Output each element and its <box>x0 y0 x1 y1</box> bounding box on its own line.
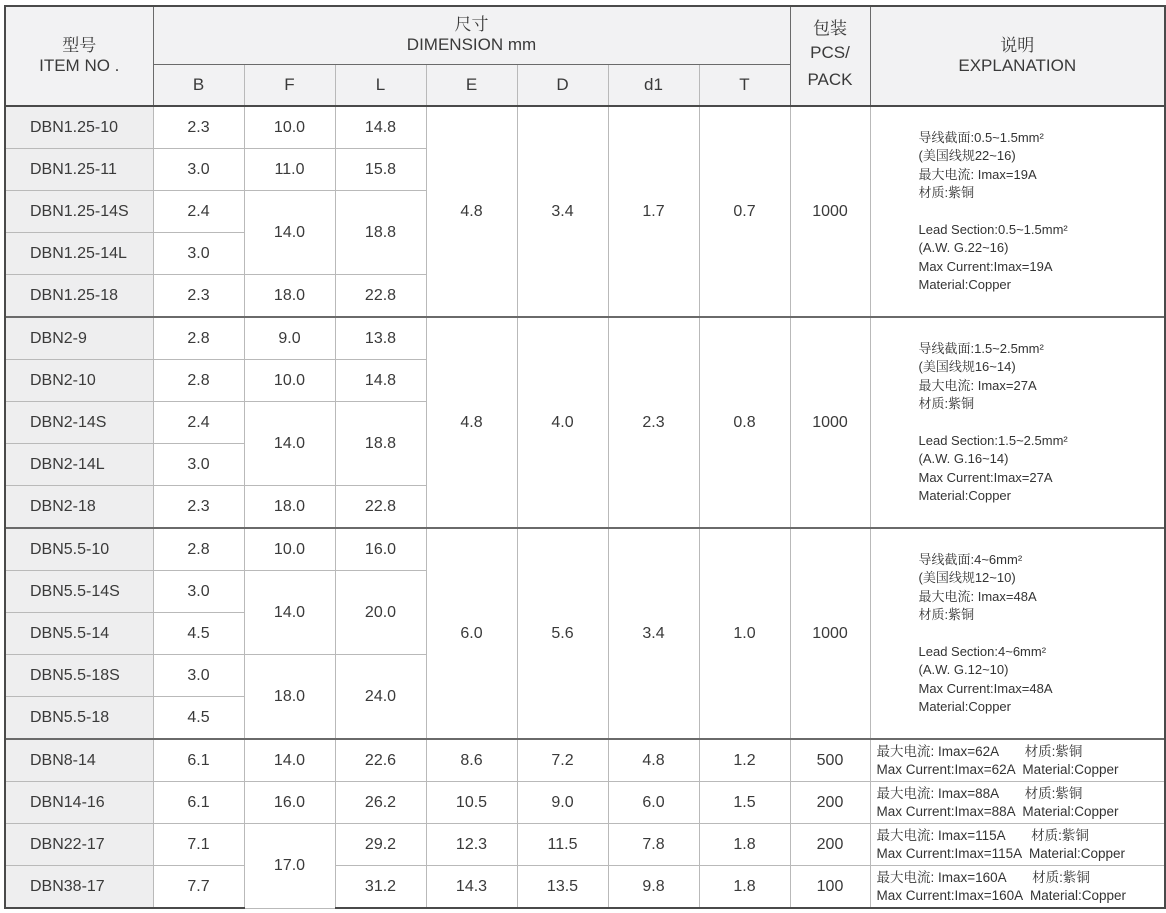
l-cell: 22.6 <box>335 739 426 782</box>
table-row <box>5 739 1165 782</box>
d-cell: 13.5 <box>517 866 608 909</box>
t-cell: 0.8 <box>699 317 790 528</box>
expl-line: Material:Copper <box>918 699 1011 714</box>
header-expl-zh: 说明 <box>1000 36 1035 55</box>
item-cell: DBN5.5-10 <box>5 528 153 571</box>
f-cell: 14.0 <box>244 571 335 655</box>
e-cell: 4.8 <box>426 317 517 528</box>
expl-gap <box>919 414 1165 432</box>
l-cell: 18.8 <box>335 402 426 486</box>
b-cell: 3.0 <box>153 655 244 697</box>
expl-line: Material:Copper <box>918 277 1011 292</box>
e-cell: 14.3 <box>426 866 517 909</box>
pack-cell: 500 <box>790 739 870 782</box>
d-cell: 4.0 <box>517 317 608 528</box>
l-cell: 29.2 <box>335 824 426 866</box>
header-dimension-zh: 尺寸 <box>454 15 489 35</box>
b-cell: 6.1 <box>153 782 244 824</box>
expl-line: 最大电流: Imax=62A 材质:紫铜 <box>876 743 1083 759</box>
item-cell: DBN14-16 <box>5 782 153 824</box>
l-cell: 31.2 <box>335 866 426 909</box>
d-cell: 3.4 <box>517 106 608 317</box>
d1-cell: 2.3 <box>608 317 699 528</box>
expl-line: 导线截面:1.5~2.5mm² <box>918 340 1044 356</box>
expl-line: (A.W. G.16~14) <box>918 451 1009 466</box>
header-dim-T: T <box>699 64 790 106</box>
header-dim-E: E <box>426 64 517 106</box>
d1-cell: 1.7 <box>608 106 699 317</box>
b-cell: 4.5 <box>153 613 244 655</box>
f-cell: 18.0 <box>244 486 335 529</box>
expl-line: Material:Copper <box>918 488 1011 503</box>
header-pack-en1: PCS/ <box>810 43 850 62</box>
header-dim-D: D <box>517 64 608 106</box>
explanation-cell <box>870 106 1165 317</box>
expl-line: (美国线规22~16) <box>918 148 1016 163</box>
header-item-no <box>5 6 153 106</box>
expl-line: 材质:紫铜 <box>918 185 975 200</box>
b-cell: 3.0 <box>153 149 244 191</box>
l-cell: 26.2 <box>335 782 426 824</box>
table-row <box>5 866 1165 909</box>
header-dim-B: B <box>153 64 244 106</box>
pack-cell: 1000 <box>790 317 870 528</box>
b-cell: 6.1 <box>153 739 244 782</box>
header-pack <box>790 6 870 106</box>
expl-line: Max Current:Imax=88A Material:Copper <box>876 803 1119 819</box>
item-cell: DBN2-14S <box>5 402 153 444</box>
header-dim-F: F <box>244 64 335 106</box>
f-cell: 14.0 <box>244 739 335 782</box>
b-cell: 2.8 <box>153 528 244 571</box>
t-cell: 1.0 <box>699 528 790 739</box>
expl-line: Max Current:Imax=48A <box>918 680 1053 696</box>
expl-line: 导线截面:0.5~1.5mm² <box>918 129 1044 145</box>
l-cell: 20.0 <box>335 571 426 655</box>
e-cell: 10.5 <box>426 782 517 824</box>
table-row <box>5 782 1165 824</box>
expl-line: Max Current:Imax=27A <box>918 469 1053 485</box>
l-cell: 14.8 <box>335 106 426 149</box>
explanation-cell <box>870 528 1165 739</box>
e-cell: 12.3 <box>426 824 517 866</box>
expl-line: 最大电流: Imax=160A 材质:紫铜 <box>876 869 1090 885</box>
header-dim-L: L <box>335 64 426 106</box>
t-cell: 1.2 <box>699 739 790 782</box>
d1-cell: 4.8 <box>608 739 699 782</box>
l-cell: 22.8 <box>335 486 426 529</box>
item-cell: DBN1.25-14L <box>5 233 153 275</box>
f-cell: 10.0 <box>244 528 335 571</box>
item-cell: DBN5.5-14 <box>5 613 153 655</box>
item-cell: DBN5.5-18S <box>5 655 153 697</box>
item-cell: DBN1.25-14S <box>5 191 153 233</box>
b-cell: 2.8 <box>153 360 244 402</box>
spec-table-wrapper <box>4 5 1166 909</box>
item-cell: DBN2-18 <box>5 486 153 529</box>
header-explanation <box>870 6 1165 106</box>
f-cell: 10.0 <box>244 106 335 149</box>
header-dimension <box>153 6 790 64</box>
f-cell: 14.0 <box>244 402 335 486</box>
l-cell: 24.0 <box>335 655 426 740</box>
expl-line: Lead Section:4~6mm² <box>918 643 1047 659</box>
f-cell: 17.0 <box>244 824 335 909</box>
l-cell: 18.8 <box>335 191 426 275</box>
table-row <box>5 824 1165 866</box>
item-cell: DBN2-10 <box>5 360 153 402</box>
item-cell: DBN8-14 <box>5 739 153 782</box>
t-cell: 1.8 <box>699 824 790 866</box>
pack-cell: 1000 <box>790 106 870 317</box>
b-cell: 3.0 <box>153 233 244 275</box>
f-cell: 10.0 <box>244 360 335 402</box>
expl-line: 材质:紫铜 <box>918 607 975 622</box>
header-dimension-en: DIMENSION mm <box>406 35 537 55</box>
expl-line: (美国线规12~10) <box>918 570 1016 585</box>
item-cell: DBN5.5-18 <box>5 697 153 740</box>
t-cell: 0.7 <box>699 106 790 317</box>
d1-cell: 3.4 <box>608 528 699 739</box>
b-cell: 2.3 <box>153 486 244 529</box>
d-cell: 9.0 <box>517 782 608 824</box>
expl-line: (美国线规16~14) <box>918 359 1016 374</box>
spec-table <box>4 5 1166 909</box>
d1-cell: 9.8 <box>608 866 699 909</box>
item-cell: DBN2-9 <box>5 317 153 360</box>
b-cell: 3.0 <box>153 571 244 613</box>
f-cell: 18.0 <box>244 655 335 740</box>
expl-line: Max Current:Imax=115A Material:Copper <box>876 845 1125 861</box>
header-expl-en: EXPLANATION <box>958 56 1077 75</box>
pack-cell: 1000 <box>790 528 870 739</box>
pack-cell: 100 <box>790 866 870 909</box>
expl-line: (A.W. G.22~16) <box>918 240 1009 255</box>
d1-cell: 7.8 <box>608 824 699 866</box>
expl-gap <box>919 203 1165 221</box>
header-item-zh: 型号 <box>62 36 97 55</box>
item-cell: DBN1.25-18 <box>5 275 153 318</box>
expl-line: Max Current:Imax=62A Material:Copper <box>876 761 1119 777</box>
expl-line: Lead Section:1.5~2.5mm² <box>918 432 1068 448</box>
l-cell: 14.8 <box>335 360 426 402</box>
b-cell: 2.3 <box>153 275 244 318</box>
expl-line: Lead Section:0.5~1.5mm² <box>918 221 1068 237</box>
explanation-cell <box>870 866 1165 909</box>
e-cell: 4.8 <box>426 106 517 317</box>
b-cell: 2.4 <box>153 402 244 444</box>
table-row <box>5 106 1165 149</box>
item-cell: DBN2-14L <box>5 444 153 486</box>
b-cell: 4.5 <box>153 697 244 740</box>
item-cell: DBN22-17 <box>5 824 153 866</box>
d1-cell: 6.0 <box>608 782 699 824</box>
e-cell: 8.6 <box>426 739 517 782</box>
pack-cell: 200 <box>790 782 870 824</box>
l-cell: 22.8 <box>335 275 426 318</box>
pack-cell: 200 <box>790 824 870 866</box>
f-cell: 14.0 <box>244 191 335 275</box>
f-cell: 9.0 <box>244 317 335 360</box>
item-cell: DBN5.5-14S <box>5 571 153 613</box>
t-cell: 1.8 <box>699 866 790 909</box>
table-row <box>5 317 1165 360</box>
header-dim-d1: d1 <box>608 64 699 106</box>
explanation-cell <box>870 782 1165 824</box>
b-cell: 7.7 <box>153 866 244 909</box>
header-item-en: ITEM NO . <box>39 56 120 75</box>
expl-line: 最大电流: Imax=48A <box>918 588 1037 604</box>
f-cell: 18.0 <box>244 275 335 318</box>
expl-line: 最大电流: Imax=115A 材质:紫铜 <box>876 827 1089 843</box>
explanation-cell <box>870 824 1165 866</box>
d-cell: 11.5 <box>517 824 608 866</box>
expl-line: 材质:紫铜 <box>918 396 975 411</box>
f-cell: 16.0 <box>244 782 335 824</box>
header-pack-zh: 包装 <box>813 19 847 38</box>
expl-line: Max Current:Imax=19A <box>918 258 1053 274</box>
l-cell: 16.0 <box>335 528 426 571</box>
explanation-cell <box>870 739 1165 782</box>
expl-gap <box>919 625 1165 643</box>
item-cell: DBN1.25-11 <box>5 149 153 191</box>
d-cell: 7.2 <box>517 739 608 782</box>
b-cell: 2.4 <box>153 191 244 233</box>
t-cell: 1.5 <box>699 782 790 824</box>
header-pack-en2: PACK <box>807 70 853 89</box>
e-cell: 6.0 <box>426 528 517 739</box>
l-cell: 13.8 <box>335 317 426 360</box>
expl-line: 导线截面:4~6mm² <box>918 551 1023 567</box>
b-cell: 2.8 <box>153 317 244 360</box>
d-cell: 5.6 <box>517 528 608 739</box>
b-cell: 7.1 <box>153 824 244 866</box>
b-cell: 3.0 <box>153 444 244 486</box>
expl-line: (A.W. G.12~10) <box>918 662 1009 677</box>
item-cell: DBN38-17 <box>5 866 153 909</box>
table-row <box>5 528 1165 571</box>
item-cell: DBN1.25-10 <box>5 106 153 149</box>
expl-line: Max Current:Imax=160A Material:Copper <box>876 887 1126 903</box>
expl-line: 最大电流: Imax=27A <box>918 377 1037 393</box>
expl-line: 最大电流: Imax=88A 材质:紫铜 <box>876 785 1083 801</box>
explanation-cell <box>870 317 1165 528</box>
f-cell: 11.0 <box>244 149 335 191</box>
l-cell: 15.8 <box>335 149 426 191</box>
b-cell: 2.3 <box>153 106 244 149</box>
expl-line: 最大电流: Imax=19A <box>918 166 1037 182</box>
